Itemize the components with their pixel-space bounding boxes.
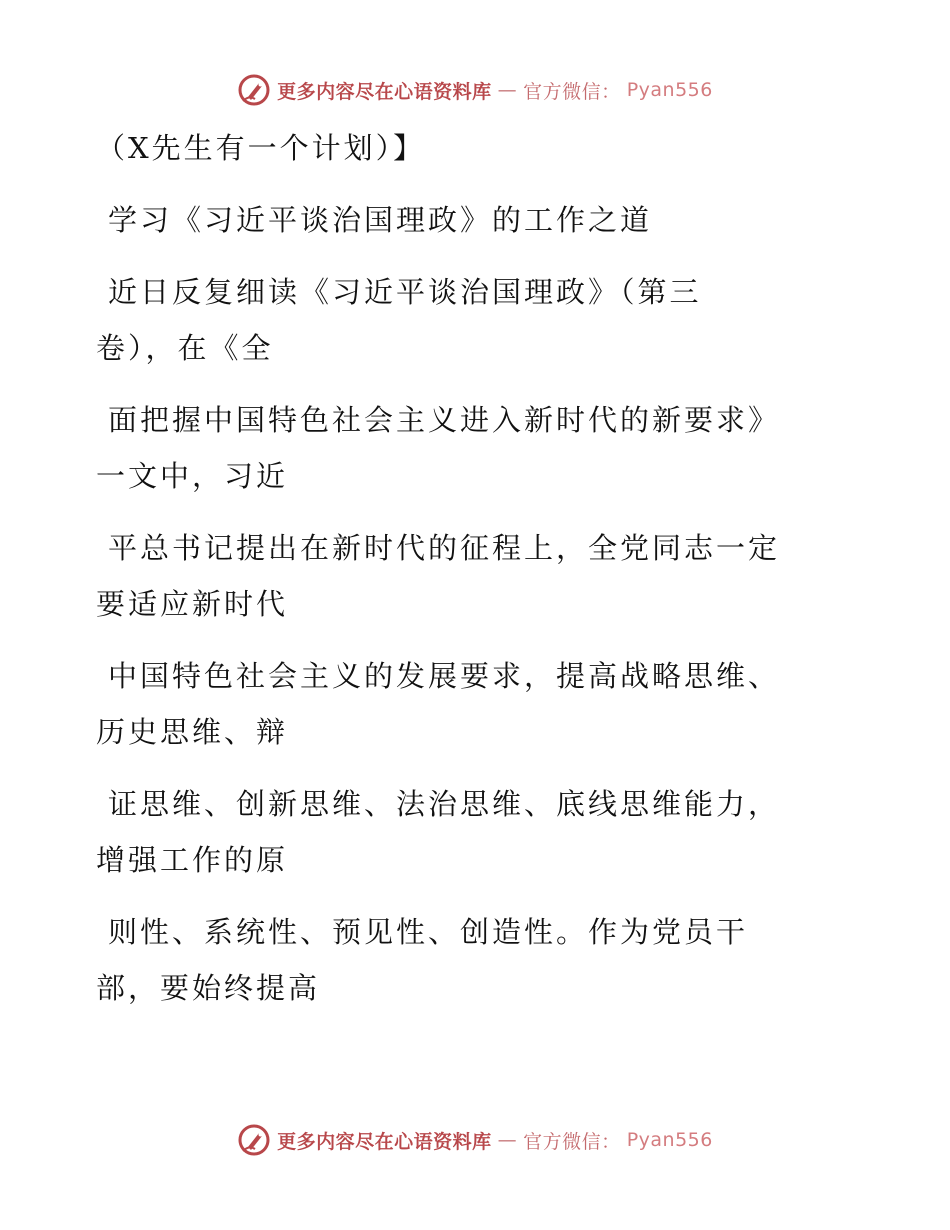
header-banner	[0, 70, 950, 110]
paragraph-line: 历史思维、辩	[96, 715, 289, 749]
paragraph-line: 一文中，习近	[96, 459, 289, 493]
banner-wechat-id: Pyan556	[626, 1129, 713, 1151]
paragraph	[96, 648, 856, 760]
paragraph-line: 部，要始终提高	[96, 971, 321, 1005]
paragraph-line: 中国特色社会主义的发展要求，提高战略思维、	[108, 659, 781, 693]
paragraph-line: 近日反复细读《习近平谈治国理政》（第三	[108, 275, 702, 309]
paragraph	[96, 192, 856, 248]
pen-nib-logo-icon	[237, 1123, 271, 1157]
paragraph	[96, 904, 856, 1016]
paragraph-line: 平总书记提出在新时代的征程上，全党同志一定	[108, 531, 781, 565]
paragraph-line: （X先生有一个计划）】	[96, 131, 426, 165]
banner-dash: —	[497, 79, 518, 101]
paragraph-line: 要适应新时代	[96, 587, 289, 621]
paragraph	[96, 120, 856, 176]
banner-wechat-label: 官方微信：	[523, 1130, 621, 1153]
document-body	[96, 120, 856, 1016]
paragraph	[96, 392, 856, 504]
banner-main-text: 更多内容尽在心语资料库	[277, 1130, 492, 1153]
paragraph-line: 卷），在《全	[96, 331, 274, 365]
paragraph	[96, 776, 856, 888]
banner-main-text: 更多内容尽在心语资料库	[277, 80, 492, 103]
paragraph-line: 学习《习近平谈治国理政》的工作之道	[108, 203, 653, 237]
banner-wechat-label: 官方微信：	[523, 80, 621, 103]
banner-dash: —	[497, 1129, 518, 1151]
banner-wechat-id: Pyan556	[626, 79, 713, 101]
paragraph-line: 证思维、创新思维、法治思维、底线思维能力，	[108, 787, 781, 821]
paragraph-line: 面把握中国特色社会主义进入新时代的新要求》	[108, 403, 781, 437]
paragraph-line: 则性、系统性、预见性、创造性。作为党员干	[108, 915, 749, 949]
footer-banner	[0, 1120, 950, 1160]
pen-nib-logo-icon	[237, 73, 271, 107]
paragraph-line: 增强工作的原	[96, 843, 289, 877]
paragraph	[96, 520, 856, 632]
paragraph	[96, 264, 856, 376]
